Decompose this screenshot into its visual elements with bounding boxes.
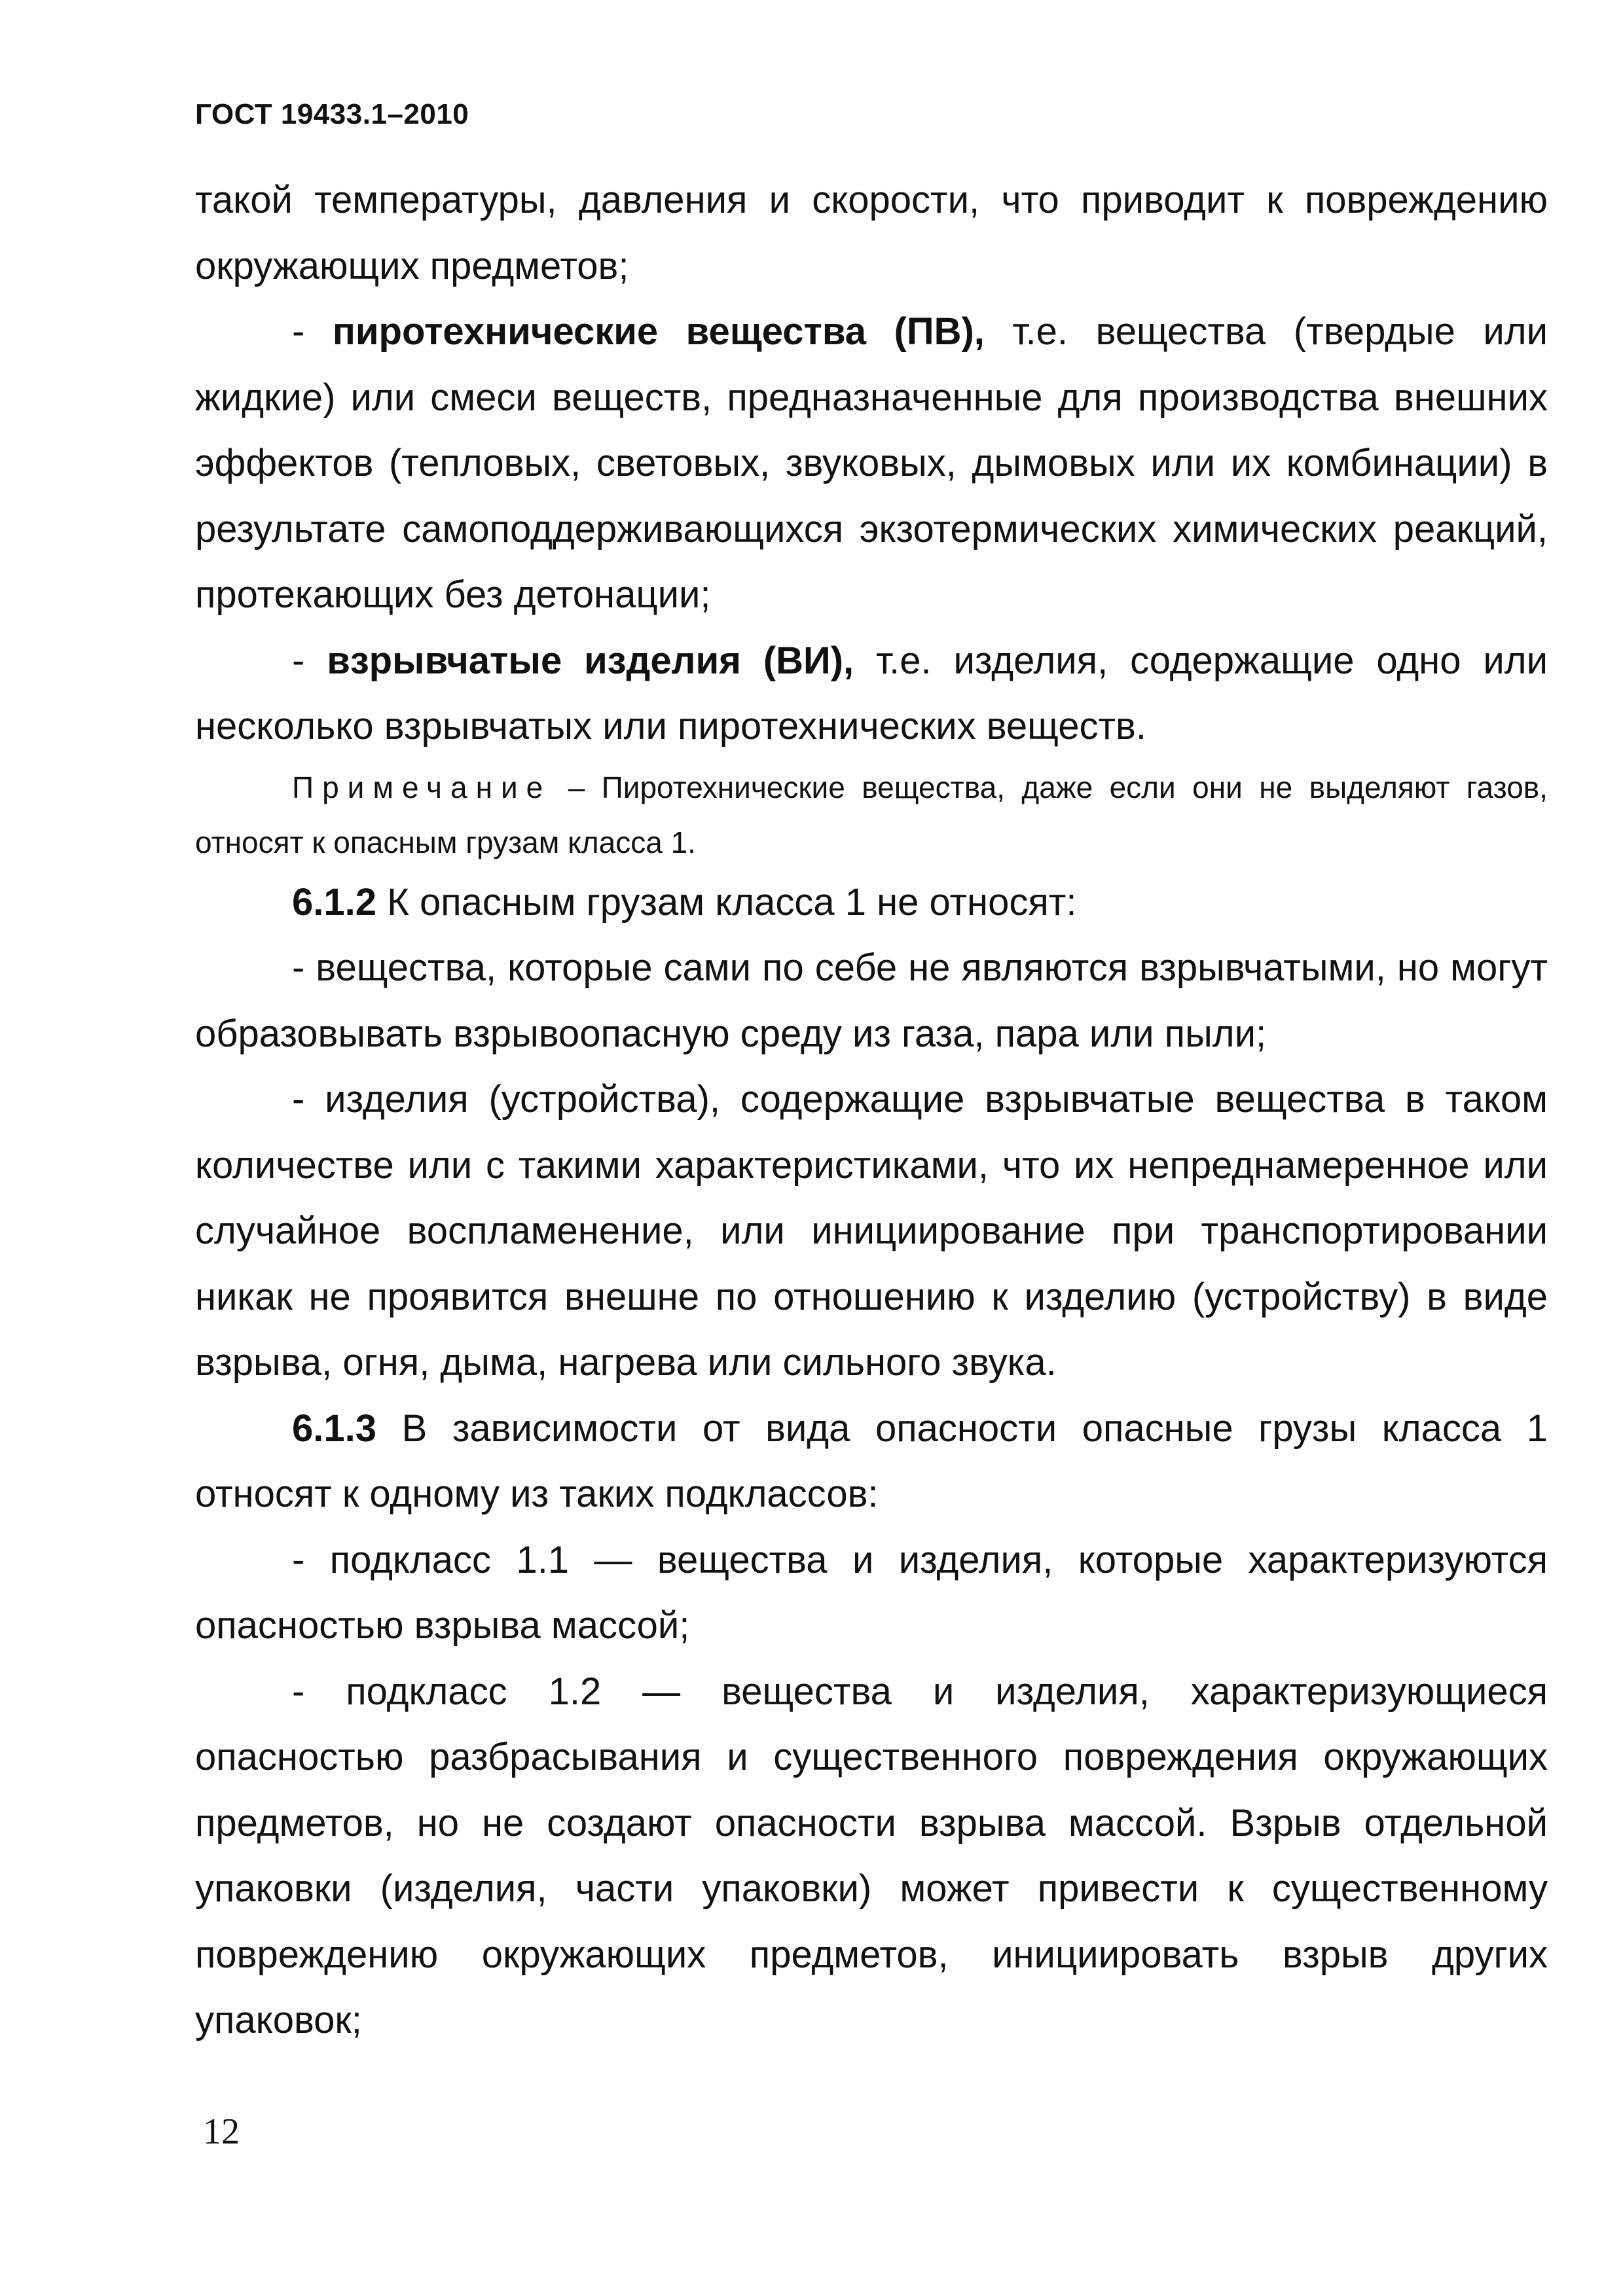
clause-number: 6.1.2 bbox=[292, 880, 376, 924]
definition-text: т.е. изделия, содержащие одно или несколько взрывчатых или пиротехнических веществ. bbox=[195, 639, 1548, 747]
list-item-articles: - изделия (устройства), содержащие взрывчатые вещества в таком количестве или с такими характеристиками, что их непреднамеренное или случайное воспламенение, или инициирование при транспортировании никак не проявится внешне по отношению к изделию (устройству) в виде взрыва, огня, дыма, нагрева или сильного звука. bbox=[195, 1078, 1548, 1384]
list-item-substances: - вещества, которые сами по себе не являются взрывчатыми, но могут образовывать взрывоопасную среду из газа, пара или пыли; bbox=[195, 946, 1548, 1055]
list-dash: - bbox=[292, 639, 327, 682]
definition-text: т.е. вещества (твердые или жидкие) или смеси веществ, предназначенные для производства внешних эффектов (тепловых, световых, звуковых, дымовых или их комбинации) в результате самоподдерживающихся экзотермических химических реакций, протекающих без детонации; bbox=[195, 310, 1548, 616]
note-text: – Пиротехнические вещества, даже если они не выделяют газов, относят к опасным грузам класса 1. bbox=[195, 770, 1548, 859]
document-header: ГОСТ 19433.1–2010 bbox=[195, 98, 469, 130]
list-dash: - bbox=[292, 310, 333, 353]
paragraph-pyrotechnic-substances bbox=[195, 299, 1548, 628]
paragraph-continuation: такой температуры, давления и скорости, что приводит к повреждению окружающих предметов; bbox=[195, 179, 1548, 287]
clause-text: К опасным грузам класса 1 не относят: bbox=[376, 880, 1077, 924]
list-item-subclass-1-1: - подкласс 1.1 — вещества и изделия, которые характеризуются опасностью взрыва массой; bbox=[195, 1538, 1548, 1647]
note-paragraph bbox=[195, 760, 1548, 870]
list-item-subclass-1-2: - подкласс 1.2 — вещества и изделия, характеризующиеся опасностью разбрасывания и существенного повреждения окружающих предметов, но не создают опасности взрыва массой. Взрыв отдельной упаковки (изделия, части упаковки) может привести к существенному повреждению окружающих предметов, инициировать взрыв других упаковок; bbox=[195, 1670, 1548, 2041]
paragraph-explosive-articles bbox=[195, 628, 1548, 760]
document-body bbox=[195, 168, 1548, 2054]
note-label: Примечание bbox=[292, 770, 552, 804]
clause-6-1-2 bbox=[195, 870, 1548, 936]
clause-text: В зависимости от вида опасности опасные грузы класса 1 относят к одному из таких подклассов: bbox=[195, 1407, 1548, 1515]
clause-number: 6.1.3 bbox=[292, 1407, 376, 1450]
term-pyrotechnic-substances: пиротехнические вещества (ПВ), bbox=[332, 310, 985, 353]
term-explosive-articles: взрывчатые изделия (ВИ), bbox=[327, 639, 854, 682]
clause-6-1-3 bbox=[195, 1396, 1548, 1528]
page-number: 12 bbox=[203, 2111, 240, 2152]
